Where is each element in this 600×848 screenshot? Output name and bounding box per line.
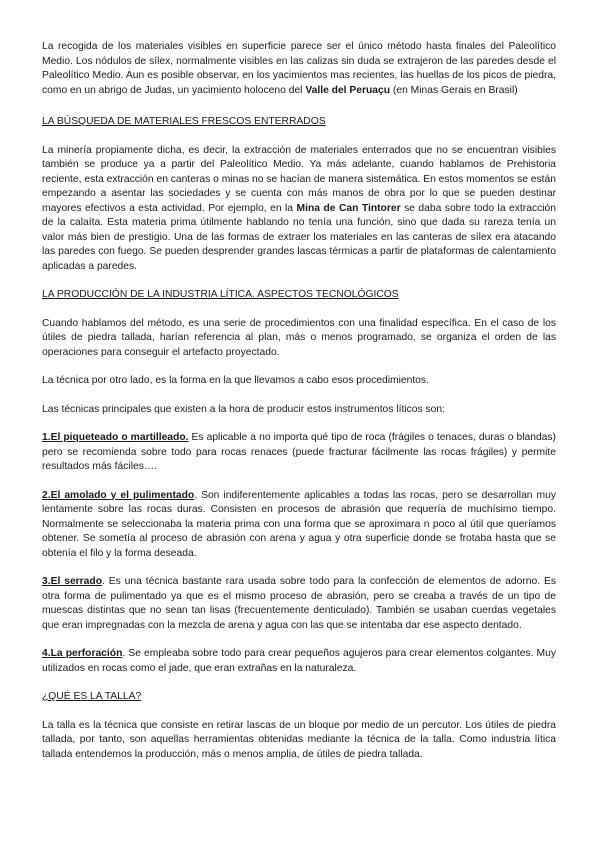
talla-paragraph: La talla es la técnica que consiste en retirar lascas de un bloque por medio de un percutor. Los útiles de piedra tallada, por tanto, son aquellas herramientas obtenidas mediante la técnica de la talla. Como industria lítica tallada entendemos la producción, más o menos amplia, de útiles de piedra tallada.	[42, 719, 556, 760]
list-item	[42, 431, 556, 475]
intro-paragraph	[42, 40, 556, 98]
mineria-text-end: se daba sobre todo la extracción de la calaíta. Esta materia prima útilmente hablando no tenía una función, sino que dada su rareza tenía un valor más bien de prestigio. Una de las formas de extraer los materiales en las canteras de sílex era atacando las paredes con fuego. Se pueden desprender grandes lascas térmicas a partir de plataformas de calentamiento aplicadas a paredes.	[42, 202, 556, 272]
item-title-amolado: 2.El amolado y el pulimentado	[42, 489, 195, 501]
item-text: Es aplicable a no importa qué tipo de roca (frágiles o tenaces, duras o blandas) pero se recomienda sobre todo para rocas renaces (puede fracturar fácilmente las rocas frágiles) y permite resultados más fáciles….	[42, 432, 556, 472]
item-title-serrado: 3.El serrado	[42, 576, 102, 587]
item-text: . Es una técnica bastante rara usada sobre todo para la confección de elementos de adorno. Es otra forma de pulimentado ya que es el mismo proceso de abrasión, pero se creaba a través de un tipo de muescas distintas que no sean tan lisas (frecuentemente denticulado). También se usaban cuerdas vegetales que eran impregnadas con la mezcla de arena y agua con las que se intentaba dar ese aspecto dentado.	[42, 576, 557, 631]
intro-text-end: (en Minas Gerais en Brasil)	[390, 84, 518, 96]
item-text: . Son indiferentemente aplicables a todas las rocas, pero se desarrollan muy lentamente sobre las rocas duras. Consisten en procesos de abrasión que requería de muchísimo tiempo. Normalmente se seleccionaba la materia prima con una forma que se aproximara n poco al útil que queríamos obtener. Se sometía al proceso de abrasión con arena y agua y otra superficie donde se frotaba hasta que se obtenía el filo y la forma deseada.	[42, 489, 556, 559]
valle-del-peruacu: Valle del Peruaçu	[305, 84, 391, 96]
mineria-text: La minería propiamente dicha, es decir, la extracción de materiales enterrados que no se encuentran visibles también se produce ya a partir del Paleolítico Medio. Ya más adelante, cuando hablamos de Prehistoria reciente, esta extracción en canteras o minas no se hacían de manera sistemática. En estos momentos se están empezando a asentar las sociedades y se cuenta con más manos de obra por lo que se pueden destinar mayores efectivos a esta actividad. Por ejemplo, en la	[42, 144, 556, 214]
item-title-piqueteado: 1.El piqueteado o martilleado.	[42, 432, 189, 443]
metodo-paragraph: Cuando hablamos del método, es una serie de procedimientos con una finalidad específica. En el caso de los útiles de piedra tallada, harían referencia al plan, más o menos programado, se organiza el orden de las operaciones para conseguir el artefacto proyectado.	[42, 317, 556, 358]
intro-text: La recogida de los materiales visibles en superficie parece ser el único método hasta finales del Paleolítico Medio. Los nódulos de sílex, normalmente visibles en las calizas sin duda se extrajeron de las paredes desde el Paleolítico Medio. Aun es posible observar, en los yacimientos mas recientes, las huellas de los picos de piedra, como en un abrigo de Judas, un yacimiento holoceno del	[42, 41, 556, 96]
item-title-perforacion: 4.La perforación	[42, 648, 123, 659]
document-page	[42, 40, 556, 776]
tecnica-paragraph: La técnica por otro lado, es la forma en la que llevamos a cabo esos procedimientos.	[42, 375, 429, 386]
item-text: . Se empleaba sobre todo para crear pequeños agujeros para crear elementos colgantes. Muy utilizados en rocas como el jade, que eran extrañas en la naturaleza.	[42, 648, 556, 674]
heading-produccion: LA PRODUCCIÓN DE LA INDUSTRIA LÍTICA. ASPECTOS TECNOLÓGICOS	[42, 289, 399, 300]
mineria-paragraph	[42, 144, 556, 275]
list-item	[42, 575, 556, 633]
heading-busqueda: LA BÚSQUEDA DE MATERIALES FRESCOS ENTERRADOS	[42, 116, 326, 127]
list-item	[42, 647, 556, 676]
heading-talla: ¿QUÉ ES LA TALLA?	[42, 691, 142, 702]
mina-can-tintorer: Mina de Can Tintorer	[296, 202, 401, 214]
list-item	[42, 489, 556, 562]
tecnicas-intro-paragraph: Las técnicas principales que existen a la hora de producir estos instrumentos líticos son:	[42, 403, 445, 415]
